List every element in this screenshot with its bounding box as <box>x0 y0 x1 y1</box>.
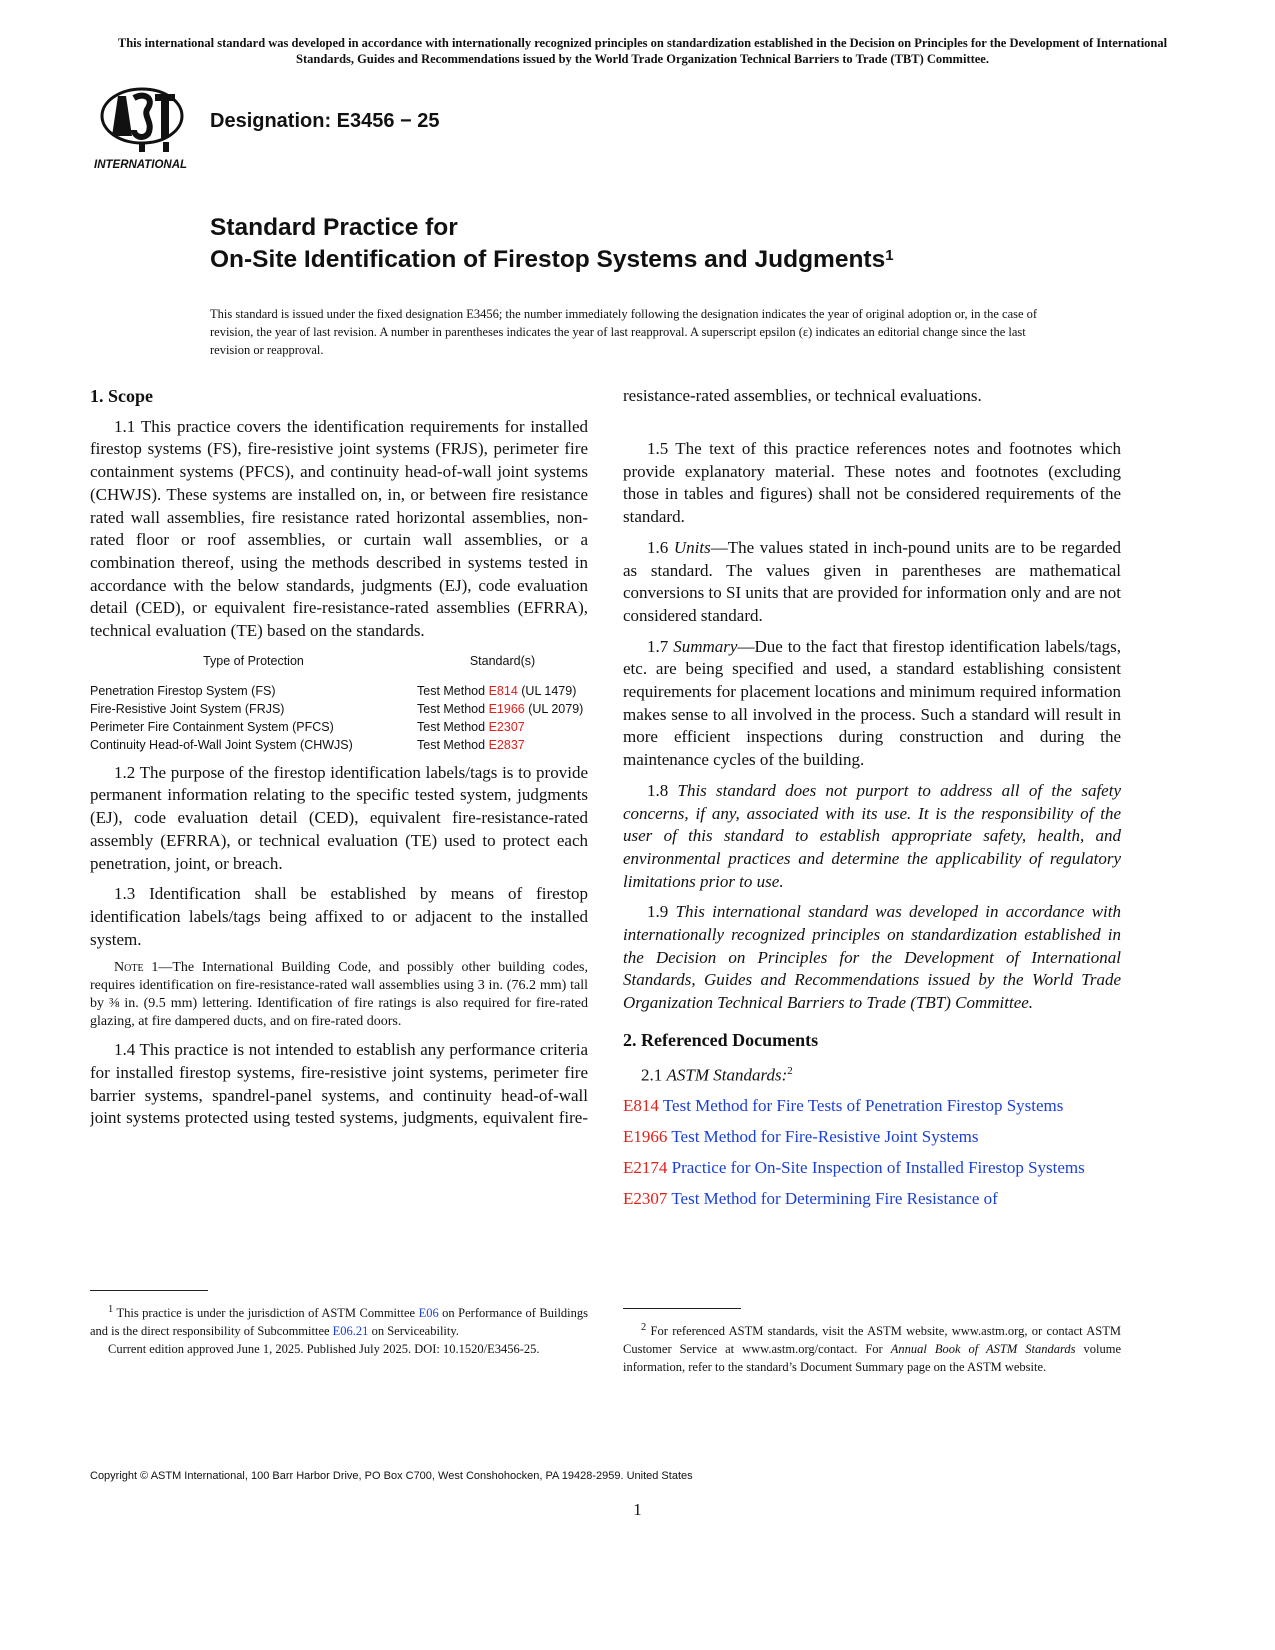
footnote-text: volume information, refer to the standard’s Document Summary page on the ASTM website. <box>623 1342 1122 1375</box>
standard-link[interactable]: E2307 <box>488 719 525 734</box>
note-1 <box>90 959 588 1031</box>
footnote-rule-right <box>623 1308 741 1309</box>
page-number: 1 <box>633 1500 642 1519</box>
paragraph-text: This standard does not purport to address all of the safety concerns, if any, associated with its use. It is the responsibility of the user of this standard to establish appropriate safety, health, and environmental practices and determine the applicability of regulatory limitations prior to use. <box>623 780 1121 891</box>
paragraph-text: —The values stated in inch-pound units are to be regarded as standard. The values given in parentheses are mathematical conversions to SI units that are provided for information only and are not considered standard. <box>623 537 1121 625</box>
reference-item[interactable] <box>623 1187 1121 1210</box>
copyright-line: Copyright © ASTM International, 100 Barr Harbor Drive, PO Box C700, West Conshohocken, PA 19428-2959. United States <box>90 1470 693 1482</box>
title-line-2 <box>210 244 894 276</box>
page-title <box>210 212 894 276</box>
section-heading-referenced: 2. Referenced Documents <box>623 1029 819 1050</box>
reference-item[interactable] <box>623 1094 1121 1117</box>
footnote-1 <box>90 1301 588 1358</box>
reference-code[interactable]: E2307 <box>623 1189 668 1209</box>
subheading-number: 2.1 <box>641 1065 667 1085</box>
footnote-1-edition: Current edition approved June 1, 2025. Published July 2025. DOI: 10.1520/E3456-25. <box>108 1342 540 1357</box>
standard-link[interactable]: E1966 <box>488 701 525 716</box>
paragraph-1-9 <box>623 901 1121 1015</box>
paragraph-1-1: 1.1 This practice covers the identification requirements for installed firestop systems (FS), fire-resistive joint systems (FRJS), perimeter fire containment systems (PFCS), and continuity head-of-wall joint systems (CHWJS). These systems are installed on, in, or between fire resistance rated wall assemblies, fire resistance rated horizontal assemblies, non-rated floor or roof assemblies, or curtain wall assemblies, or a combination thereof, using the methods described in systems tested in accordance with the below standards, judgments (EJ), code evaluation detail (CED), or equivalent fire-resistance-rated assemblies (EFRRA), technical evaluation (TE) based on the standards. <box>90 416 588 641</box>
table-row <box>90 702 588 720</box>
reference-title[interactable]: Test Method for Fire-Resistive Joint Systems <box>667 1127 979 1147</box>
right-column <box>623 385 1121 1218</box>
reference-title[interactable]: Test Method for Determining Fire Resistance of <box>667 1189 998 1209</box>
reference-code[interactable]: E814 <box>623 1096 659 1116</box>
footnote-rule-left <box>90 1290 208 1291</box>
issuance-statement: This standard is issued under the fixed designation E3456; the number immediately following the designation indicates the year of original adoption or, in the case of revision, the year of last revision. A number in parentheses indicates the year of last reapproval. A superscript epsilon (ε) indicates an editorial change since the last revision or reapproval. <box>210 307 1038 357</box>
table-row <box>90 738 588 756</box>
paragraph-number: 1.6 <box>647 537 674 557</box>
table-cell-standard <box>417 738 588 756</box>
paragraph-1-8 <box>623 780 1121 894</box>
paragraph-number: 1.9 <box>647 902 676 922</box>
paragraph-1-2: 1.2 The purpose of the firestop identification labels/tags is to provide permanent information relating to the specific tested system, judgments (EJ), code evaluation detail (CED), equivalent fire-resistance-rated assembly (EFRRA), or technical evaluation (TE) used to protect each penetration, joint, or breach. <box>90 762 588 873</box>
subheading-label: ASTM Standards: <box>666 1065 788 1085</box>
title-text: On-Site Identification of Firestop Systems and Judgments <box>210 246 886 273</box>
table-cell-standard <box>417 720 588 738</box>
paragraph-number: 1.7 <box>647 636 674 656</box>
table-cell-type: Fire-Resistive Joint System (FRJS) <box>90 701 285 716</box>
standard-link[interactable]: E814 <box>488 683 518 698</box>
footnote-1-text <box>90 1301 588 1340</box>
table-header-type: Type of Protection <box>203 653 304 668</box>
paragraph-1-6 <box>623 537 1121 628</box>
note-text: —The International Building Code, and possibly other building codes, requires identification on fire-resistance-rated wall assemblies using 3 in. (76.2 mm) tall by ⅜ in. (9.5 mm) lettering. Identification of fire ratings is also required for fire-rated glazing, at fire dampered ducts, and on fire-rated doors. <box>90 960 588 1030</box>
footnote-2-text <box>623 1319 1121 1376</box>
standard-suffix: (UL 1479) <box>517 683 577 698</box>
table-row <box>90 684 588 702</box>
paragraph-text: —Due to the fact that firestop identification labels/tags, etc. are being specified and used, a standard establishing consistent requirements for placement locations and minimum required information makes sense to all involved in the process. Such a standard will result in more efficient inspections during construction and during the maintenance cycles of the building. <box>623 636 1122 770</box>
subcommittee-link[interactable]: E06.21 <box>332 1324 369 1339</box>
title-footnote-marker: 1 <box>885 247 894 264</box>
paragraph-1-5: 1.5 The text of this practice references notes and footnotes which provide explanatory material. These notes and footnotes (excluding those in tables and figures) shall not be considered requirements of the standard. <box>623 439 1121 527</box>
reference-item[interactable] <box>623 1125 1121 1148</box>
left-column <box>90 385 588 1138</box>
footnote-2 <box>623 1319 1121 1376</box>
reference-title[interactable]: Test Method for Fire Tests of Penetration Firestop Systems <box>658 1096 1064 1116</box>
paragraph-number: 1.8 <box>647 780 678 800</box>
footnote-text: For referenced ASTM standards, visit the ASTM website, www.astm.org, or contact ASTM Customer Service at www.astm.org/contact. For <box>623 1324 1121 1357</box>
reference-code[interactable]: E2174 <box>623 1158 668 1178</box>
paragraph-1-3: 1.3 Identification shall be established by means of firestop identification labels/tags being affixed to or adjacent to the installed system. <box>90 884 588 949</box>
astm-logo <box>92 84 192 174</box>
standard-suffix: (UL 2079) <box>524 701 584 716</box>
paragraph-label: Summary <box>673 636 738 656</box>
table-cell-type: Penetration Firestop System (FS) <box>90 683 276 698</box>
committee-link[interactable]: E06 <box>418 1306 439 1321</box>
paragraph-1-7 <box>623 636 1121 772</box>
protection-table <box>90 651 588 756</box>
reference-title[interactable]: Practice for On-Site Inspection of Installed Firestop Systems <box>667 1158 1085 1178</box>
table-cell-standard <box>417 684 588 702</box>
standard-prefix: Test Method <box>417 683 489 698</box>
table-cell-standard <box>417 702 588 720</box>
table-cell-type: Continuity Head-of-Wall Joint System (CHWJS) <box>90 737 353 752</box>
standard-prefix: Test Method <box>417 719 489 734</box>
footnote-marker: 2 <box>641 1322 647 1333</box>
note-label: Note 1 <box>114 960 159 976</box>
designation: Designation: E3456 − 25 <box>210 110 440 132</box>
paragraph-text: This international standard was developed in accordance with internationally recognized principles on standardization established in the Decision on Principles for the Development of International Standards, Guides and Recommendations issued by the World Trade Organization Technical Barriers to Trade (TBT) Committee. <box>623 902 1121 1013</box>
footnote-text: on Serviceability. <box>368 1324 459 1339</box>
footnote-marker: 2 <box>787 1064 793 1077</box>
footnote-text: on Performance of Buildings and is the direct responsibility of Subcommittee <box>90 1306 589 1339</box>
footnote-text: This practice is under the jurisdiction of ASTM Committee <box>113 1306 419 1321</box>
paragraph-1-4: 1.4 This practice is not intended to establish any performance criteria for installed firestop systems, fire-resistive joint systems, perimeter fire barrier systems, spandrel-panel systems, and continuity head-of-wall joint systems protected using tested systems, judgments, equivalent fire- <box>90 1040 588 1128</box>
footnote-marker: 1 <box>108 1304 114 1315</box>
table-row <box>90 720 588 738</box>
section-heading-scope: 1. Scope <box>90 386 153 406</box>
standard-link[interactable]: E2837 <box>488 737 525 752</box>
astm-logo-icon <box>92 84 192 174</box>
title-line-1: Standard Practice for <box>210 214 458 241</box>
standard-prefix: Test Method <box>417 737 489 752</box>
reference-code[interactable]: E1966 <box>623 1127 668 1147</box>
paragraph-1-4-continued-text: resistance-rated assemblies, or technical evaluations. <box>623 385 982 405</box>
standard-prefix: Test Method <box>417 701 489 716</box>
wto-notice: This international standard was developed in accordance with internationally recognized principles on standardization established in the Decision on Principles for the Development of International Standards, Guides and Recommendations issued by the World Trade Organization Technical Barriers to Trade (TBT) Committee. <box>117 36 1168 66</box>
table-cell-type: Perimeter Fire Containment System (PFCS) <box>90 719 334 734</box>
paragraph-label: Units <box>673 537 711 557</box>
footnote-italic: Annual Book of ASTM Standards <box>890 1342 1076 1357</box>
table-header-standards: Standard(s) <box>469 653 536 668</box>
reference-item[interactable] <box>623 1156 1121 1179</box>
paragraph-1-4-continued <box>623 385 1121 430</box>
logo-name-text: INTERNATIONAL <box>94 159 188 171</box>
astm-standards-subheading <box>623 1060 1121 1087</box>
